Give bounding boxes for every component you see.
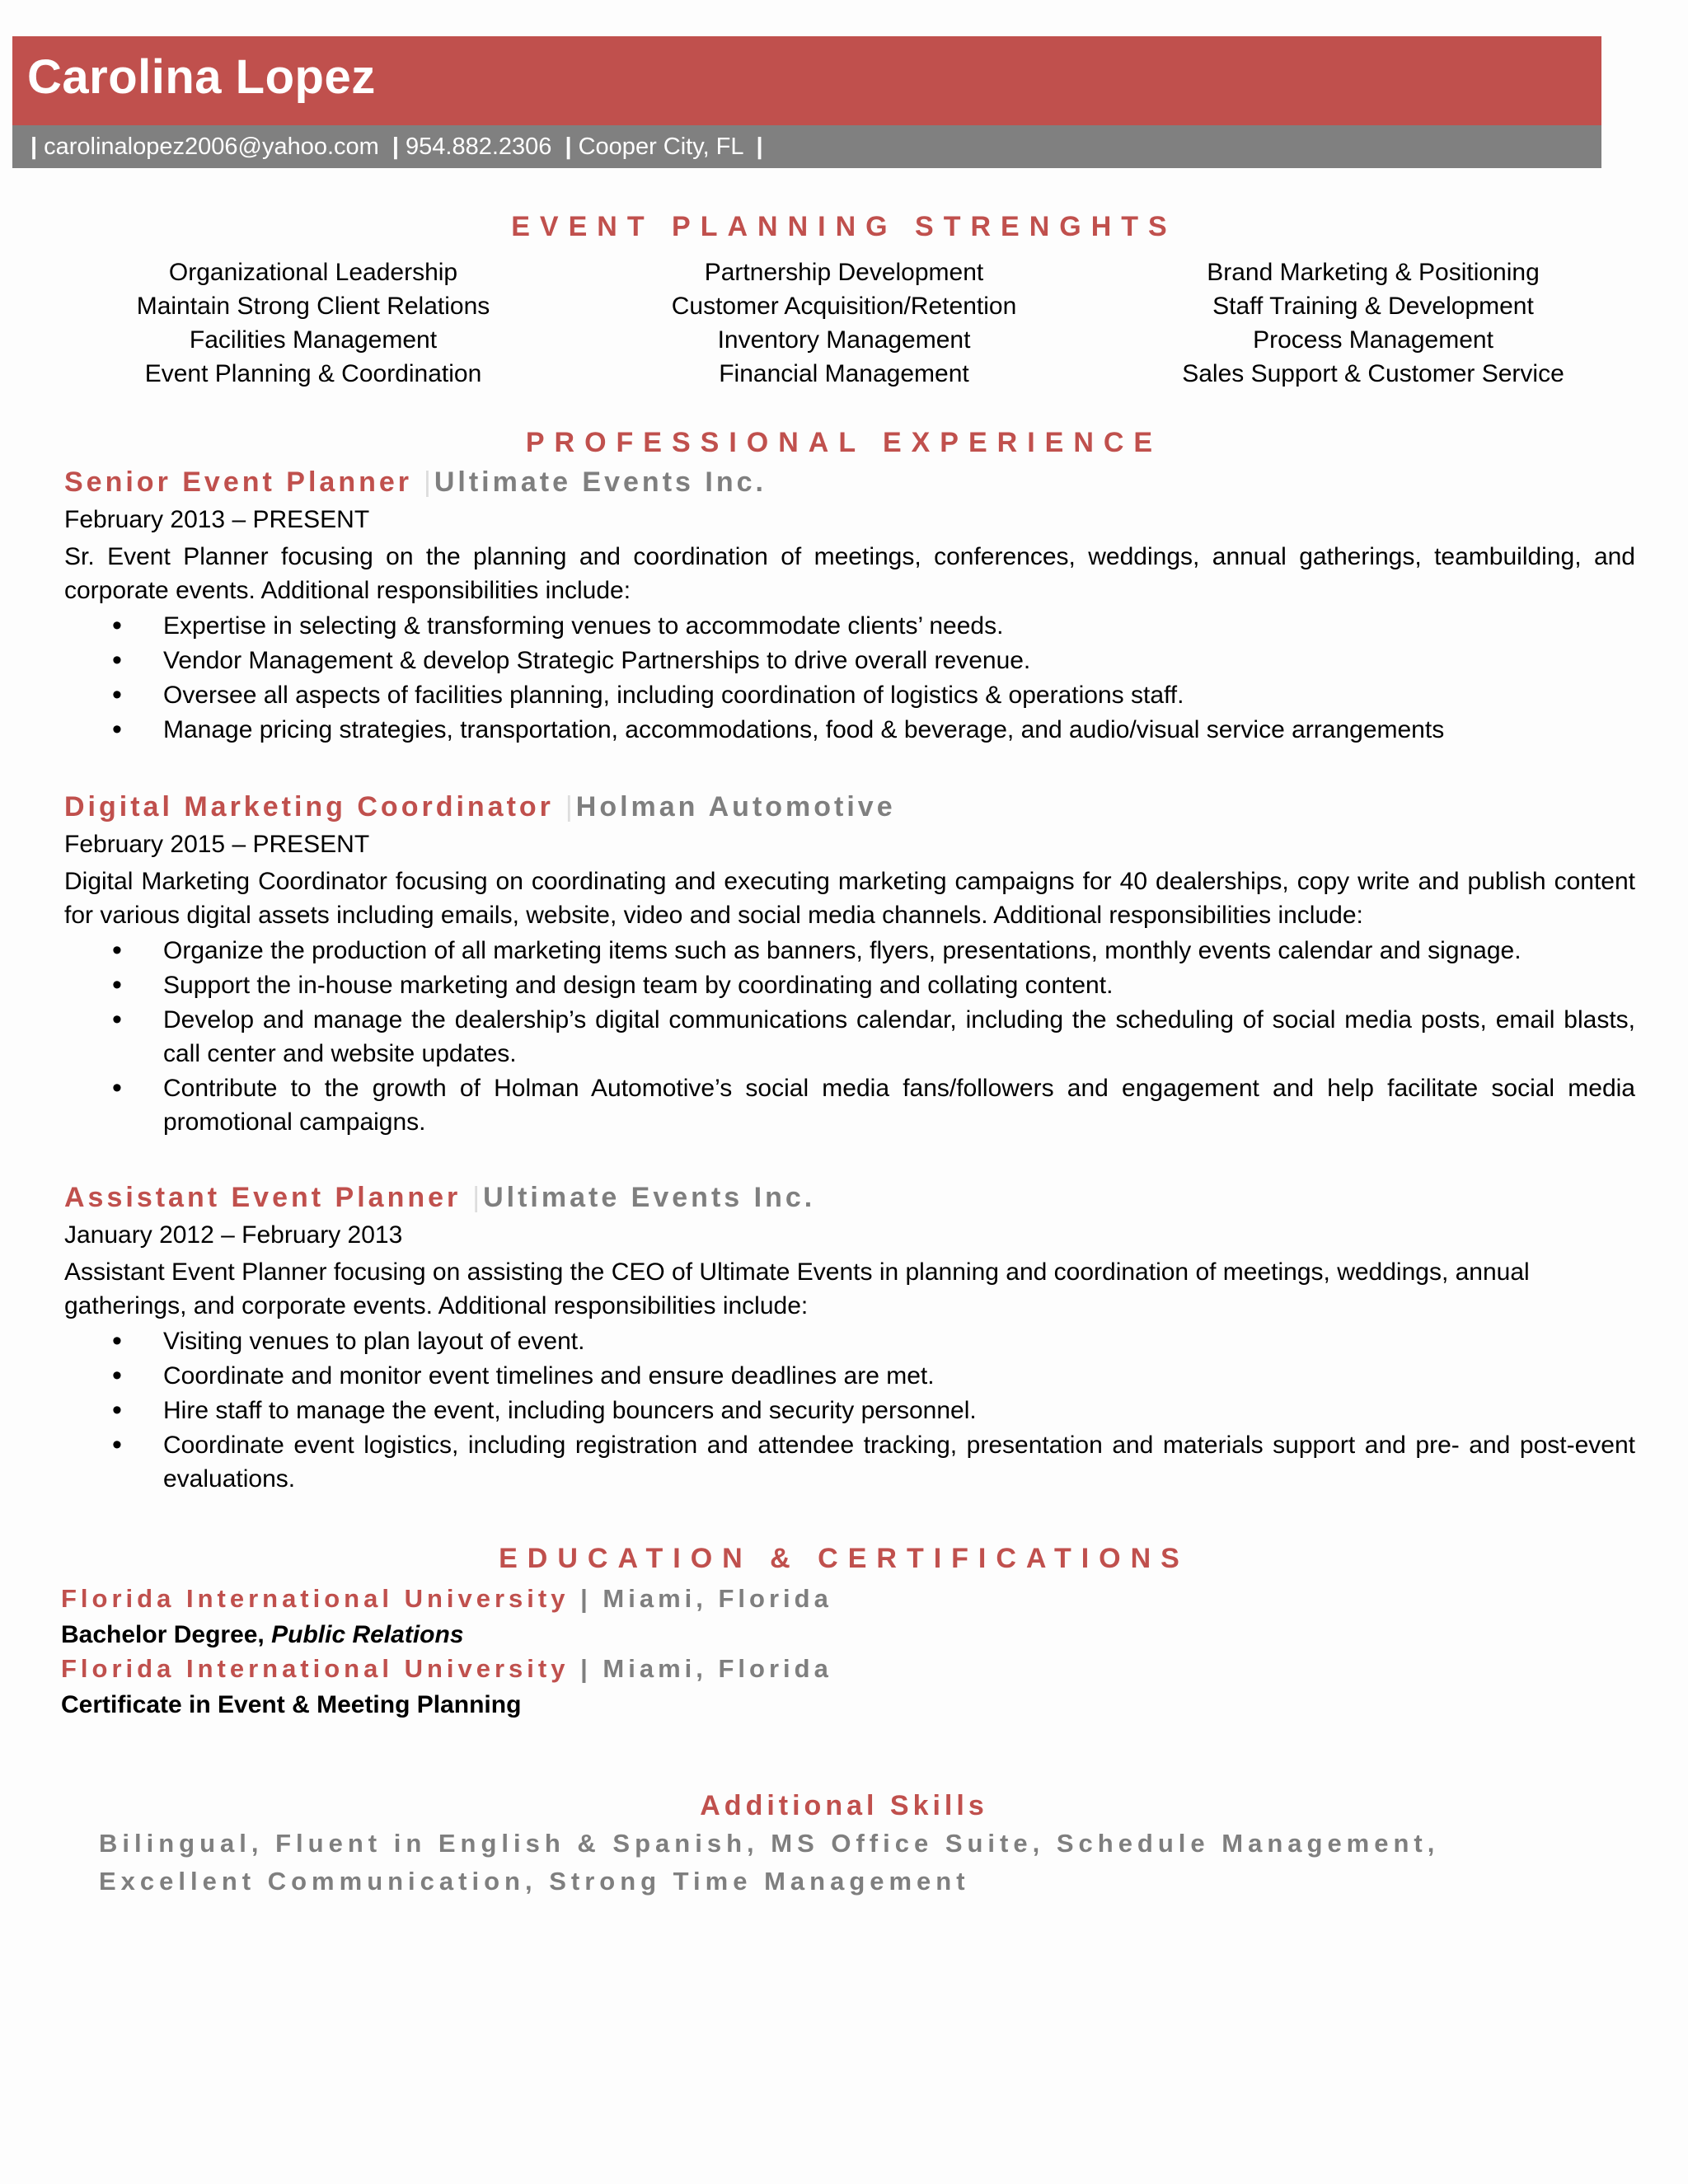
bullet-item: • Expertise in selecting & transforming venues to accommodate clients’ needs.	[64, 609, 1635, 643]
strengths-column-2	[588, 255, 1100, 391]
separator: |	[392, 134, 400, 160]
strength-item: Partnership Development	[704, 259, 984, 286]
school-name: Florida International University	[61, 1584, 570, 1613]
strength-item: Financial Management	[719, 360, 969, 387]
school-location: | Miami, Florida	[580, 1654, 832, 1683]
job-dates: February 2015 – PRESENT	[64, 831, 370, 858]
company-name: Holman Automotive	[575, 791, 896, 823]
separator: |	[565, 791, 573, 823]
job-title: Assistant Event Planner	[64, 1182, 462, 1213]
school-location: | Miami, Florida	[580, 1584, 832, 1613]
phone-number: 954.882.2306	[406, 134, 552, 160]
job-title: Digital Marketing Coordinator	[64, 791, 554, 823]
strength-item: Organizational Leadership	[168, 259, 458, 286]
strength-item: Sales Support & Customer Service	[1182, 360, 1564, 387]
major: Public Relations	[271, 1621, 464, 1648]
bullet-item: • Coordinate event logistics, including registration and attendee tracking, presentation and materials support and pre- and post-event evaluations.	[64, 1428, 1635, 1496]
separator: |	[424, 466, 431, 498]
separator: |	[565, 134, 572, 160]
school-name: Florida International University	[61, 1654, 570, 1683]
strength-item: Customer Acquisition/Retention	[671, 293, 1017, 320]
job-bullets	[64, 934, 1635, 1139]
education-heading: EDUCATION & CERTIFICATIONS	[499, 1543, 1189, 1574]
bullet-item: • Hire staff to manage the event, including bouncers and security personnel.	[64, 1394, 1635, 1427]
job-dates: February 2013 – PRESENT	[64, 506, 370, 533]
experience-heading: PROFESSIONAL EXPERIENCE	[525, 427, 1163, 458]
job-dates: January 2012 – February 2013	[64, 1221, 403, 1249]
bullet-item: • Visiting venues to plan layout of event.	[64, 1324, 1635, 1358]
separator: |	[756, 134, 763, 160]
strengths-heading: EVENT PLANNING STRENGHTS	[511, 211, 1177, 242]
job-entry	[64, 791, 1635, 1140]
school-line	[61, 1654, 1627, 1684]
degree: Certificate in Event & Meeting Planning	[61, 1691, 522, 1718]
job-description: Digital Marketing Coordinator focusing on coordinating and executing marketing campaigns for 40 dealerships, copy write and publish content for various digital assets including emails, website, video and social media channels. Additional responsibilities include:	[64, 868, 1635, 929]
company-name: Ultimate Events Inc.	[483, 1182, 816, 1213]
job-title-line	[64, 1182, 1635, 1214]
candidate-name: Carolina Lopez	[27, 50, 376, 104]
bullet-item: • Vendor Management & develop Strategic Partnerships to drive overall revenue.	[64, 644, 1635, 677]
bullet-item: • Oversee all aspects of facilities planning, including coordination of logistics & operations staff.	[64, 678, 1635, 712]
separator: |	[30, 134, 38, 160]
job-title-line	[64, 791, 1635, 823]
name-banner	[12, 36, 1601, 125]
bullet-item: • Contribute to the growth of Holman Automotive’s social media fans/followers and engagement and help facilitate social media promotional campaigns.	[64, 1071, 1635, 1139]
job-description: Assistant Event Planner focusing on assisting the CEO of Ultimate Events in planning and coordination of meetings, weddings, annual gatherings, and corporate events. Additional responsibilities include:	[64, 1258, 1530, 1319]
job-title-line	[64, 466, 1635, 499]
strength-item: Staff Training & Development	[1212, 293, 1534, 320]
strengths-column-1	[58, 255, 569, 391]
strength-item: Process Management	[1253, 326, 1493, 354]
job-entry	[64, 466, 1635, 748]
strength-item: Facilities Management	[189, 326, 438, 354]
strength-item: Maintain Strong Client Relations	[136, 293, 490, 320]
company-name: Ultimate Events Inc.	[434, 466, 767, 498]
bullet-item: • Manage pricing strategies, transportation, accommodations, food & beverage, and audio/visual service arrangements	[64, 713, 1635, 747]
education-entry	[61, 1654, 1627, 1722]
job-bullets	[64, 609, 1635, 747]
degree-line	[61, 1689, 1627, 1722]
education-entry	[61, 1584, 1627, 1652]
job-bullets	[64, 1324, 1635, 1496]
location: Cooper City, FL	[578, 134, 743, 160]
skills-text: Bilingual, Fluent in English & Spanish, MS Office Suite, Schedule Management, Excellent Communication, Strong Time Management	[99, 1829, 1440, 1896]
strength-item: Inventory Management	[717, 326, 971, 354]
bullet-item: • Support the in-house marketing and design team by coordinating and collating content.	[64, 968, 1635, 1002]
bullet-item: • Organize the production of all marketing items such as banners, flyers, presentations, monthly events calendar and signage.	[64, 934, 1635, 968]
degree-line	[61, 1619, 1627, 1652]
skills-heading: Additional Skills	[700, 1790, 988, 1821]
strength-item: Brand Marketing & Positioning	[1207, 259, 1540, 286]
job-title: Senior Event Planner	[64, 466, 412, 498]
separator: |	[472, 1182, 481, 1213]
bullet-item: • Develop and manage the dealership’s digital communications calendar, including the scheduling of social media posts, email blasts, call center and website updates.	[64, 1003, 1635, 1071]
contact-bar	[12, 125, 1601, 168]
school-line	[61, 1584, 1627, 1614]
bullet-item: • Coordinate and monitor event timelines and ensure deadlines are met.	[64, 1359, 1635, 1393]
job-description: Sr. Event Planner focusing on the planning and coordination of meetings, conferences, weddings, annual gatherings, teambuilding, and corporate events. Additional responsibilities include:	[64, 543, 1635, 604]
email-address: carolinalopez2006@yahoo.com	[44, 134, 379, 160]
job-entry	[64, 1182, 1635, 1497]
strengths-column-3	[1118, 255, 1629, 391]
strength-item: Event Planning & Coordination	[144, 360, 482, 387]
degree: Bachelor Degree,	[61, 1621, 265, 1648]
